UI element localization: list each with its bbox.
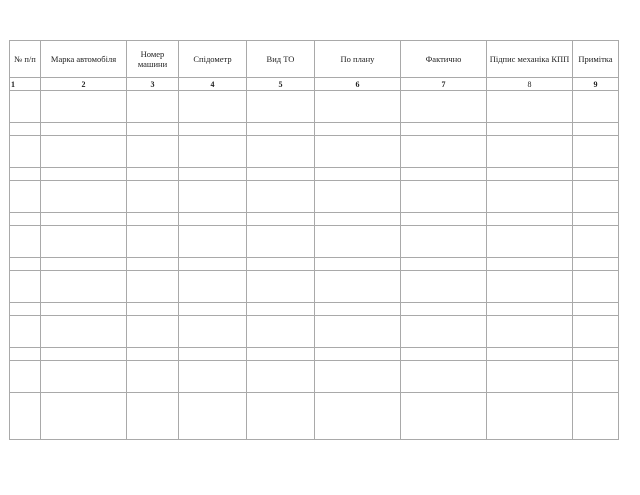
column-number: 1 [10, 78, 41, 91]
column-number: 5 [247, 78, 315, 91]
table-row [10, 348, 619, 361]
column-header-odometer: Спідометр [179, 41, 247, 78]
column-header-mechanic-signature: Підпис механіка КПП [487, 41, 573, 78]
table-row [10, 91, 619, 123]
column-header-vehicle-number: Номер машини [127, 41, 179, 78]
column-header-service-type: Вид ТО [247, 41, 315, 78]
table-row [10, 226, 619, 258]
table-row [10, 213, 619, 226]
column-header-row-number: № п/п [10, 41, 41, 78]
table-row [10, 393, 619, 440]
table-row [10, 258, 619, 271]
column-number-row [10, 78, 619, 91]
table-row [10, 316, 619, 348]
table-row [10, 123, 619, 136]
header-row [10, 41, 619, 78]
column-header-actual: Фактично [401, 41, 487, 78]
table-row [10, 136, 619, 168]
table-row [10, 303, 619, 316]
maintenance-log-table [9, 40, 619, 440]
table-row [10, 181, 619, 213]
column-number: 2 [41, 78, 127, 91]
column-number: 4 [179, 78, 247, 91]
table-row [10, 168, 619, 181]
column-number: 7 [401, 78, 487, 91]
column-number: 8 [487, 78, 573, 91]
column-header-planned: По плану [315, 41, 401, 78]
table-row [10, 361, 619, 393]
table-row [10, 271, 619, 303]
column-number: 6 [315, 78, 401, 91]
column-number: 3 [127, 78, 179, 91]
column-number: 9 [573, 78, 619, 91]
column-header-notes: Примітка [573, 41, 619, 78]
column-header-car-brand: Марка автомобіля [41, 41, 127, 78]
